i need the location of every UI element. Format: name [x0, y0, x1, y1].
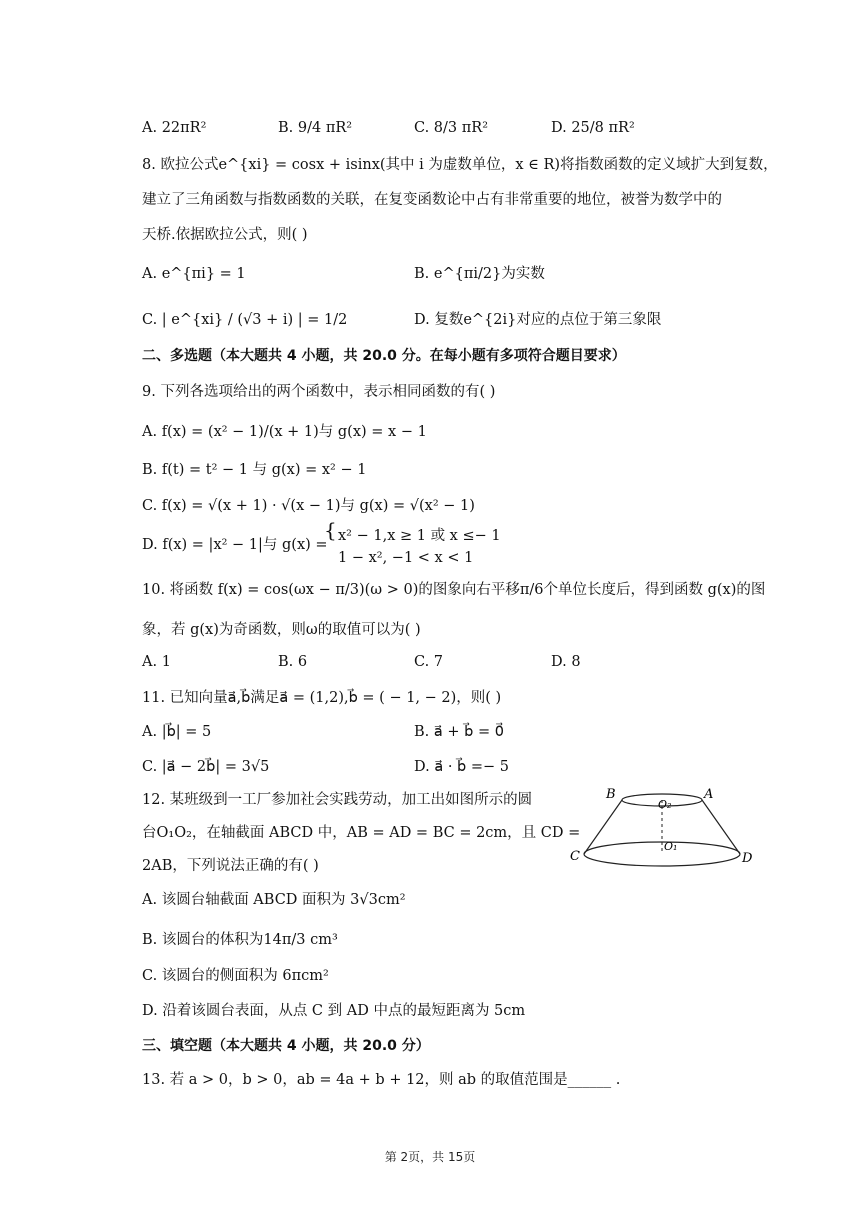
q9-option-d-case2: 1 − x², −1 < x < 1: [338, 550, 474, 566]
q12-stem-line1: 12. 某班级到一工厂参加社会实践劳动，加工出如图所示的圆: [142, 792, 533, 808]
label-b: B: [606, 787, 616, 802]
q12-stem-line3: 2AB，下列说法正确的有( ): [142, 858, 319, 874]
label-o1: O₁: [664, 840, 678, 853]
section-multi-choice-heading: 二、多选题（本大题共 4 小题，共 20.0 分。在每小题有多项符合题目要求）: [142, 348, 626, 364]
q10-stem-line1: 10. 将函数 f(x) = cos(ωx − π/3)(ω > 0)的图象向右平移π/6个单位长度后，得到函数 g(x)的图: [142, 582, 766, 598]
q8-stem-line3: 天桥.依据欧拉公式，则( ): [142, 227, 308, 243]
q12-option-a: A. 该圆台轴截面 ABCD 面积为 3√3cm²: [142, 892, 406, 908]
q10-stem-line2: 象，若 g(x)为奇函数，则ω的取值可以为( ): [142, 622, 421, 638]
q8-option-d: D. 复数e^{2i}对应的点位于第三象限: [414, 312, 662, 328]
q9-option-b: B. f(t) = t² − 1 与 g(x) = x² − 1: [142, 462, 367, 478]
q7-option-d: D. 25/8 πR²: [551, 120, 635, 136]
section-fill-blank-heading: 三、填空题（本大题共 4 小题，共 20.0 分）: [142, 1038, 430, 1054]
q9-option-a: A. f(x) = (x² − 1)/(x + 1)与 g(x) = x − 1: [142, 424, 427, 440]
q10-option-d: D. 8: [551, 654, 581, 670]
q8-stem-line1: 8. 欧拉公式e^{xi} = cosx + isinx(其中 i 为虚数单位，x ∈ R)将指数函数的定义域扩大到复数，: [142, 157, 778, 173]
q9-option-c: C. f(x) = √(x + 1) · √(x − 1)与 g(x) = √(x² − 1): [142, 498, 475, 514]
q11-option-c: C. |a⃗ − 2b⃗| = 3√5: [142, 759, 270, 775]
q10-option-c: C. 7: [414, 654, 444, 670]
q8-option-a: A. e^{πi} = 1: [142, 266, 246, 282]
q7-option-b: B. 9/4 πR²: [278, 120, 353, 136]
page-footer: 第 2页，共 15页: [384, 1150, 476, 1164]
q12-option-d: D. 沿着该圆台表面，从点 C 到 AD 中点的最短距离为 5cm: [142, 1003, 526, 1019]
q7-option-a: A. 22πR²: [142, 120, 207, 136]
q11-stem: 11. 已知向量a⃗,b⃗满足a⃗ = (1,2),b⃗ = ( − 1, − 2)，则( ): [142, 690, 502, 706]
q11-option-a: A. |b⃗| = 5: [142, 724, 212, 740]
label-a: A: [704, 787, 714, 802]
label-c: C: [570, 849, 580, 864]
label-o2: O₂: [658, 798, 672, 811]
frustum-figure: [566, 784, 766, 868]
q11-option-d: D. a⃗ · b⃗ =− 5: [414, 759, 509, 775]
q8-stem-line2: 建立了三角函数与指数函数的关联，在复变函数论中占有非常重要的地位，被誉为数学中的: [142, 192, 722, 208]
q12-option-b: B. 该圆台的体积为14π/3 cm³: [142, 932, 338, 948]
q13-stem: 13. 若 a > 0，b > 0，ab = 4a + b + 12，则 ab 的取值范围是______ .: [142, 1072, 621, 1088]
q9-stem: 9. 下列各选项给出的两个函数中，表示相同函数的有( ): [142, 384, 496, 400]
q8-option-c: C. | e^{xi} / (√3 + i) | = 1/2: [142, 312, 348, 328]
q9-brace: {: [324, 518, 337, 542]
q11-option-b: B. a⃗ + b⃗ = 0⃗: [414, 724, 504, 740]
q12-option-c: C. 该圆台的侧面积为 6πcm²: [142, 968, 329, 984]
q9-option-d-case1: x² − 1,x ≥ 1 或 x ≤− 1: [338, 528, 501, 544]
q8-option-b: B. e^{πi/2}为实数: [414, 266, 545, 282]
q10-option-a: A. 1: [142, 654, 171, 670]
label-d: D: [742, 851, 753, 866]
q12-stem-line2: 台O₁O₂，在轴截面 ABCD 中，AB = AD = BC = 2cm，且 CD =: [142, 825, 581, 841]
q10-option-b: B. 6: [278, 654, 308, 670]
q9-option-d: D. f(x) = |x² − 1|与 g(x) =: [142, 537, 328, 553]
q7-option-c: C. 8/3 πR²: [414, 120, 489, 136]
